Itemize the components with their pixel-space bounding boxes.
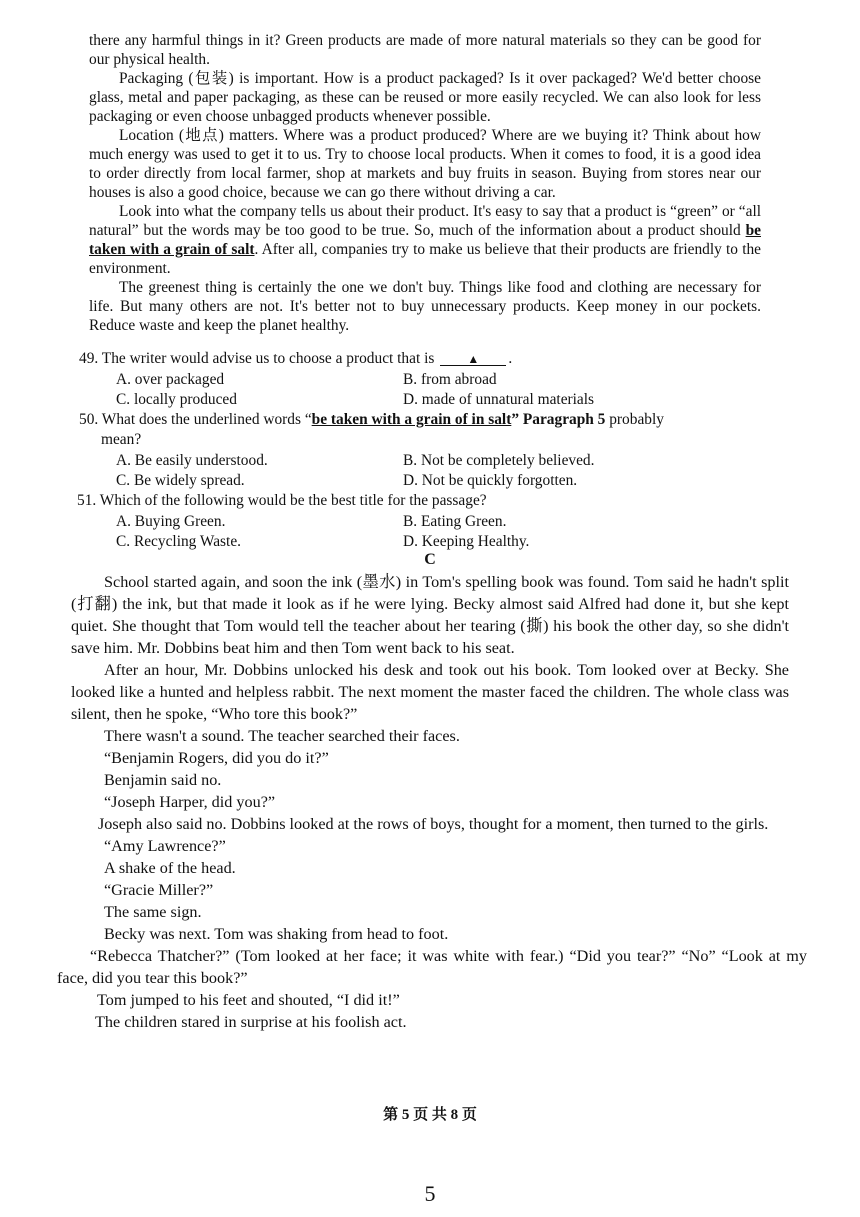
question-50-underlined: be taken with a grain of in salt (311, 411, 512, 428)
passage-c-paragraph-1: School started again, and soon the ink (墨水) in Tom's spelling book was found. Tom said he hadn't split (打翻) the ink, but that made it look as if he were lying. Becky almost said Alfred had done it, but she kept quiet. She thought that Tom would tell the teacher about her tearing (撕) his book the other day, so she didn't save him. Mr. Dobbins beat him and then Tom went back to his seat. (71, 573, 789, 657)
section-c-label: C (424, 551, 436, 568)
question-50-stem-line-2: mean? (101, 431, 142, 448)
passage-c-line-2: “Benjamin Rogers, did you do it?” (104, 749, 329, 767)
answer-blank (440, 353, 506, 366)
passage-b-paragraph-1: there any harmful things in it? Green products are made of more natural materials so they can be good for our physical health. (89, 32, 761, 68)
passage-b-paragraph-5: The greenest thing is certainly the one we don't buy. Things like food and clothing are necessary for life. But many others are not. It's better not to buy unnecessary products. Keep money in our pockets. Reduce waste and keep the planet healthy. (89, 279, 761, 334)
question-50-stem-after: probably (605, 411, 664, 428)
triangle-icon: ▲ (467, 352, 480, 366)
question-50-stem-mid: ” (511, 411, 523, 428)
option-51-a: A. Buying Green. (116, 513, 226, 530)
passage-b-paragraph-2: Packaging (包装) is important. How is a product packaged? Is it over packaged? We'd better choose glass, metal and paper packaging, as these can be reused or more easily recycled. We can also look for less packaging or even choose unbagged products whenever possible. (89, 70, 761, 125)
passage-c-line-8: The same sign. (104, 903, 202, 921)
passage-c-paragraph-3: Joseph also said no. Dobbins looked at the rows of boys, thought for a moment, then turned to the girls. (98, 815, 769, 833)
question-51-stem: 51. Which of the following would be the best title for the passage? (77, 492, 487, 509)
passage-c-line-1: There wasn't a sound. The teacher searched their faces. (104, 727, 460, 745)
option-51-c: C. Recycling Waste. (116, 533, 241, 550)
question-49-stem (79, 349, 779, 369)
option-50-c: C. Be widely spread. (116, 472, 245, 489)
question-50-stem (79, 410, 779, 430)
p4-text-after: . After all, companies try to make us believe that their products are friendly to the environment. (89, 241, 761, 277)
page-number: 5 (424, 1181, 436, 1206)
passage-c-line-6: A shake of the head. (104, 859, 236, 877)
underlined-phrase: be taken with a grain of salt (89, 222, 761, 258)
question-49 (79, 349, 779, 411)
passage-c-line-3: Benjamin said no. (104, 771, 222, 789)
passage-c-paragraph-4: “Rebecca Thatcher?” (Tom looked at her face; it was white with fear.) “Did you tear?” “No” “Look at my face, did you tear this book?” (57, 947, 807, 987)
passage-c-line-4: “Joseph Harper, did you?” (104, 793, 276, 811)
question-51 (77, 491, 777, 553)
option-49-b: B. from abroad (403, 371, 497, 388)
option-49-a: A. over packaged (116, 371, 225, 388)
passage-c (57, 571, 807, 1033)
page-footer: 第 5 页 共 8 页 (383, 1107, 477, 1123)
option-49-d: D. made of unnatural materials (403, 391, 595, 408)
passage-c-paragraph-2: After an hour, Mr. Dobbins unlocked his desk and took out his book. Tom looked over at Becky. She looked like a hunted and helpless rabbit. The next moment the master faced the children. The whole class was silent, then he spoke, “Who tore this book?” (71, 661, 789, 723)
passage-b-paragraph-4 (89, 202, 761, 278)
passage-c-line-10: Tom jumped to his feet and shouted, “I did it!” (97, 991, 400, 1009)
option-50-a: A. Be easily understood. (116, 452, 268, 469)
question-50-stem-before: 50. What does the underlined words “ (79, 411, 312, 428)
passage-b (89, 31, 761, 335)
option-49-c: C. locally produced (116, 391, 237, 408)
passage-c-line-11: The children stared in surprise at his foolish act. (95, 1013, 407, 1031)
passage-c-line-9: Becky was next. Tom was shaking from head to foot. (104, 925, 449, 943)
option-50-b: B. Not be completely believed. (403, 452, 595, 469)
passage-c-line-5: “Amy Lawrence?” (104, 837, 226, 855)
question-49-stem-end: . (508, 350, 513, 367)
question-50-paragraph-ref: Paragraph 5 (522, 411, 606, 428)
p4-text-before: Look into what the company tells us about their product. It's easy to say that a product is “green” or “all natural” but the words may be too good to be true. So, much of the information about a product should (89, 203, 761, 239)
option-51-d: D. Keeping Healthy. (403, 533, 530, 550)
question-50 (79, 410, 779, 492)
option-51-b: B. Eating Green. (403, 513, 507, 530)
option-50-d: D. Not be quickly forgotten. (403, 472, 578, 489)
question-49-stem-text: 49. The writer would advise us to choose a product that is (79, 350, 435, 367)
passage-c-line-7: “Gracie Miller?” (104, 881, 214, 899)
passage-b-paragraph-3: Location (地点) matters. Where was a product produced? Where are we buying it? Think about how much energy was used to get it to us. Try to choose local products. When it comes to food, it is a good idea to order directly from local farmer, shop at markets and buy fruits in season. Buying from stores near our houses is also a good choice, because we can go there without driving a car. (89, 127, 761, 201)
